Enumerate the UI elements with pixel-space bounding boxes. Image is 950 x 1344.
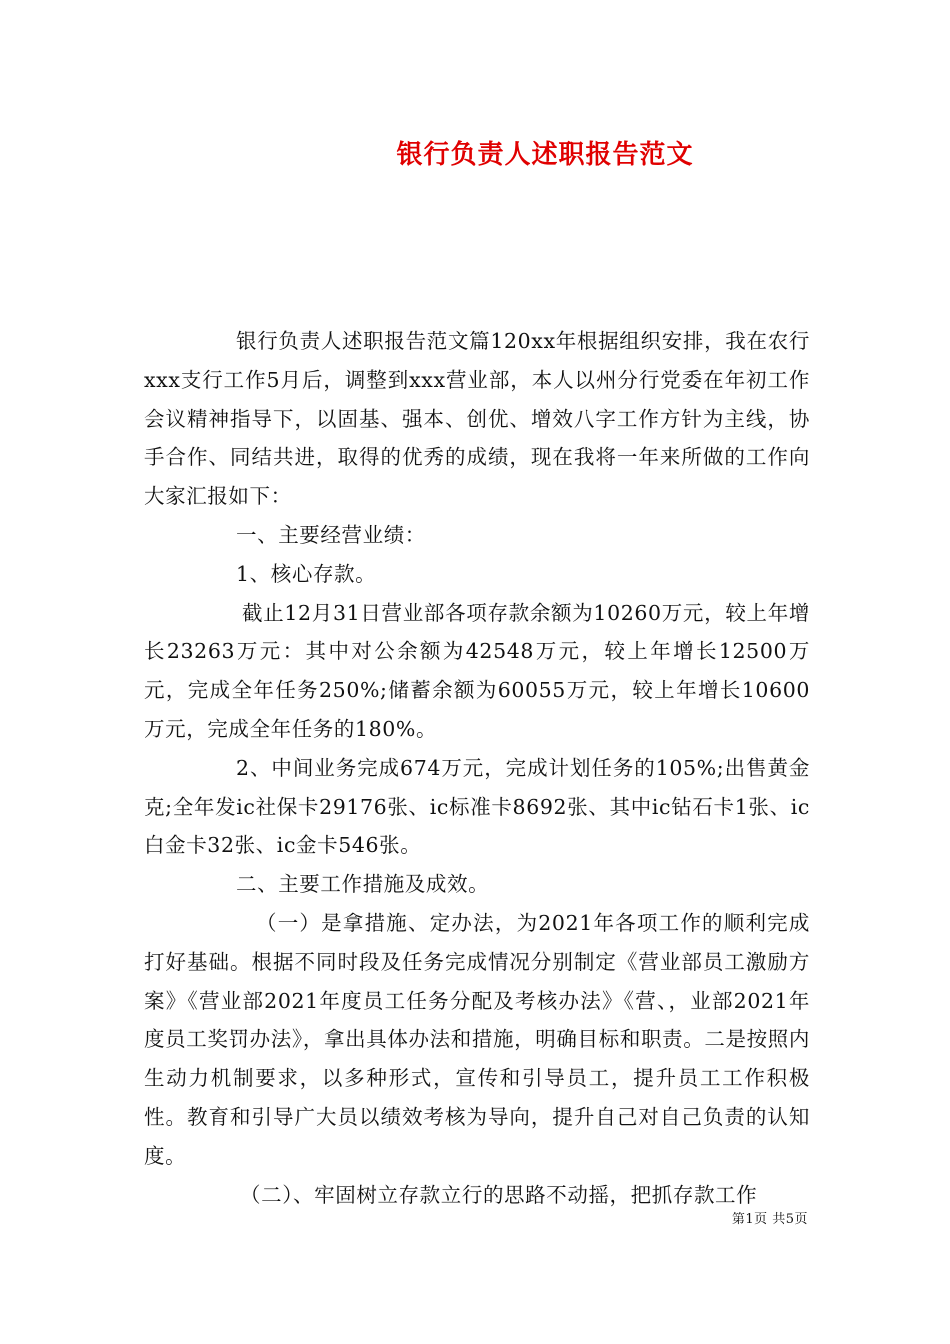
paragraph-deposit-figures: 截止12月31日营业部各项存款余额为10260万元，较上年增长23263万元：其中对公余额为42548万元，较上年增长12500万元，完成全年任务250%;储蓄余额为60055万元，较上年增长10600万元，完成全年任务的180%。 bbox=[144, 600, 810, 741]
document-title: 银行负责人述职报告范文 bbox=[396, 140, 694, 170]
paragraph-measure-one: （一）是拿措施、定办法，为2021年各项工作的顺利完成打好基础。根据不同时段及任务完成情况分别制定《营业部员工激励方案》《营业部2021年度员工任务分配及考核办法》《营、，业部2021年度员工奖罚办法》，拿出具体办法和措施，明确目标和职责。二是按照内生动力机制要求，以多种形式，宣传和引导员工，提升员工工作积极性。教育和引导广大员以绩效考核为导向，提升自己对自己负责的认知度。 bbox=[144, 910, 810, 1168]
heading-work-measures: 二、主要工作措施及成效。 bbox=[236, 872, 490, 897]
paragraph-intermediate-business: 2、中间业务完成674万元，完成计划任务的105%;出售黄金克;全年发ic社保卡29176张、ic标准卡8692张、其中ic钻石卡1张、ic白金卡32张、ic金卡546张。 bbox=[144, 755, 810, 858]
page-footer: 第1页 共5页 bbox=[731, 1212, 808, 1227]
paragraph-intro: 银行负责人述职报告范文篇120xx年根据组织安排，我在农行xxx支行工作5月后，调整到xxx营业部，本人以州分行党委在年初工作会议精神指导下，以固基、强本、创优、增效八字工作方针为主线，协手合作、同结共进，取得的优秀的成绩，现在我将一年来所做的工作向大家汇报如下： bbox=[144, 329, 810, 509]
heading-core-deposits: 1、核心存款。 bbox=[236, 561, 377, 586]
document-body bbox=[144, 322, 810, 1214]
heading-main-business: 一、主要经营业绩： bbox=[236, 522, 426, 547]
paragraph-measure-two: （二）、牢固树立存款立行的思路不动摇，把抓存款工作 bbox=[240, 1182, 758, 1207]
